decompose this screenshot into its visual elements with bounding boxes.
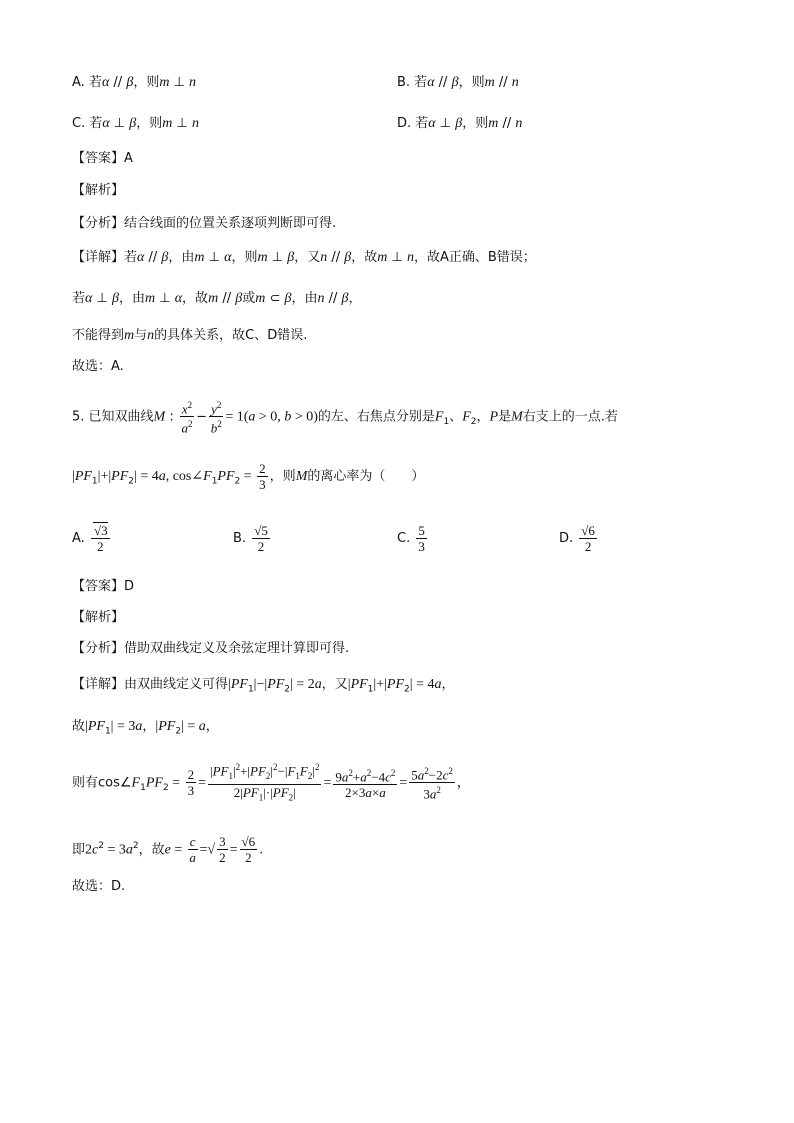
q4-detail-1: 【详解】若α // β，由m ⊥ α，则m ⊥ β，又n // β，故m ⊥ n，故A正确、B错误； [72,250,536,265]
q5-stem-line-1: 5. 已知双曲线M : $\frac{x^2}{a^2}$ − $\frac{y^2}{b^2}$ = 1(a > 0, b > 0)的左、右焦点分别是$F_1$、$F_2$，P是M右支上的一点.若 [72,400,618,436]
q4-detail-2: 若α ⊥ β，由m ⊥ α，故m // β或m ⊂ β，由n // β， [72,291,362,306]
q4-option-d: D. 若α ⊥ β，则m // n [397,116,523,131]
q5-fenxi: 【分析】借助双曲线定义及余弦定理计算即可得. [72,641,350,656]
q5-detail-1: 【详解】由双曲线定义可得$|PF_1|-|PF_2| = 2a$，又$|PF_1|+|PF_2| = 4a$， [72,677,455,695]
q5-detail-3: 则有$\cos\angle F_1PF_2$ = $\frac{2}{3}$ = $\frac{|PF_1|^2+|PF_2|^2-|F_1F_2|^2}{2|PF_1|\cdot|PF_2|}$ = $\frac{9a^2+a^2-4c^2}{2\times 3a\times a}$ = $\frac{5a^2-2c^2}{3a^2}$ ， [72,762,470,803]
q5-option-d: D. $\frac{√6}{2}$ [559,523,595,554]
q4-option-c: C. 若α ⊥ β，则m ⊥ n [72,116,200,131]
q5-jiexi: 【解析】 [72,610,125,625]
q4-detail-3: 不能得到m与n的具体关系，故C、D错误. [72,328,308,343]
q5-option-b: B. $\frac{√5}{2}$ [233,523,268,554]
q5-option-a: A. $\frac{√3}{2}$ [72,523,108,554]
q4-choose: 故选：A. [72,359,124,374]
q4-jiexi: 【解析】 [72,183,125,198]
q5-stem-line-2: $|PF_1|+|PF_2| = 4a$, $\cos\angle F_1PF_2$ = $\frac{2}{3}$ ，则M的离心率为（ ） [72,461,425,492]
q4-fenxi: 【分析】结合线面的位置关系逐项判断即可得. [72,216,337,231]
q4-answer: 【答案】A [72,151,133,166]
q4-option-a: A. 若α // β，则m ⊥ n [72,75,197,90]
q5-choose: 故选：D. [72,879,126,894]
q4-option-b: B. 若α // β，则m // n [397,75,519,90]
q5-detail-4: 即$2c^2 = 3a^2$，故e = $\frac{c}{a}$ =√ $\frac{3}{2}$ = $\frac{√6}{2}$ . [72,834,264,866]
q5-option-c: C. $\frac{5}{3}$ [397,523,425,554]
q5-answer: 【答案】D [72,579,135,594]
q5-detail-2: 故$|PF_1| = 3a$，$|PF_2| = a$， [72,719,219,737]
